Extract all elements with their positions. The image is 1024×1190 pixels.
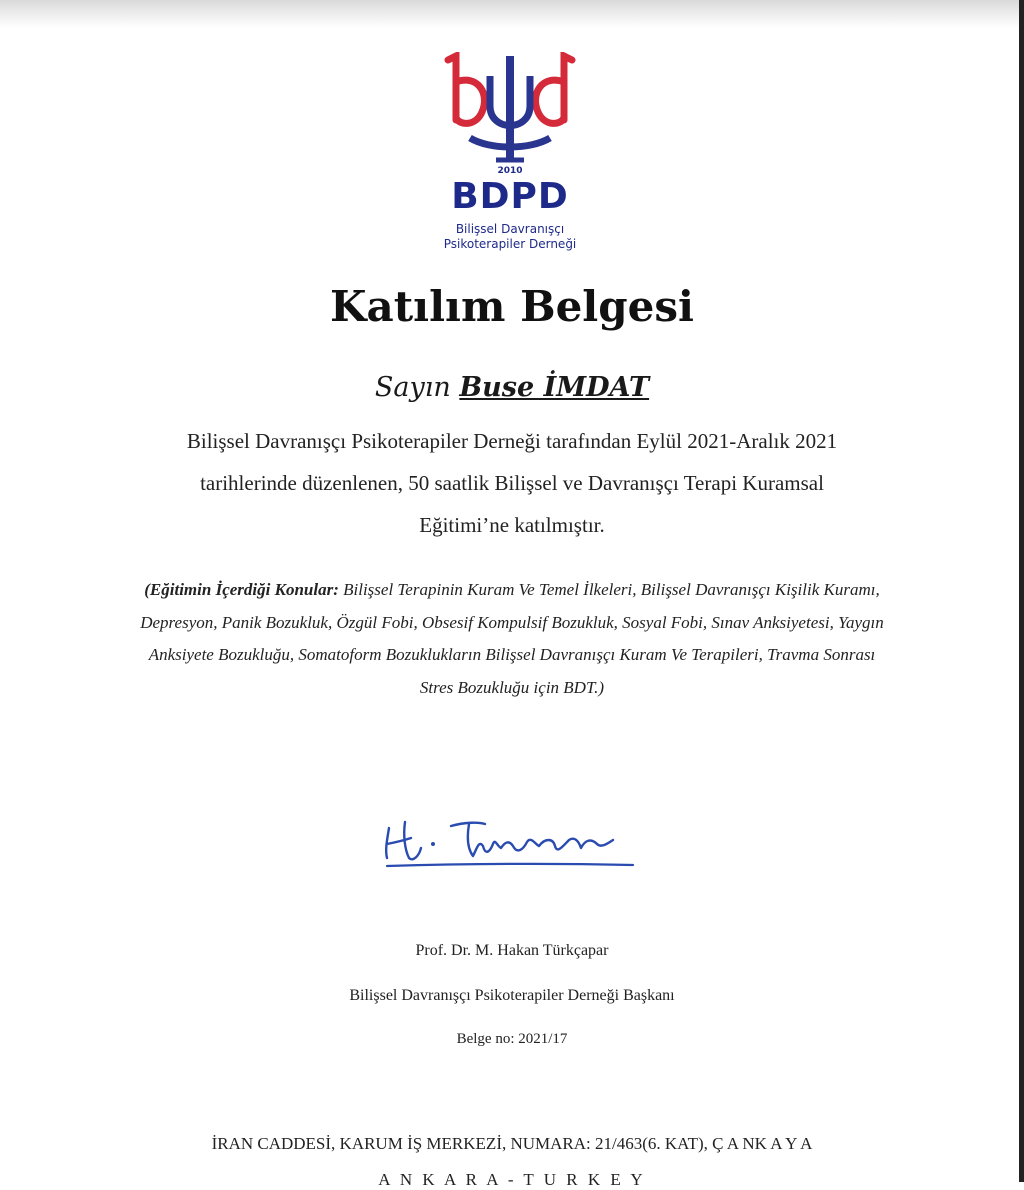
- recipient-name: Buse İMDAT: [459, 372, 650, 403]
- salutation: [0, 372, 1024, 403]
- signatory-title: Bilişsel Davranışçı Psikoterapiler Derneği Başkanı: [349, 987, 675, 1004]
- certificate-body: Bilişsel Davranışçı Psikoterapiler Derneği tarafından Eylül 2021-Aralık 2021 tarihlerinde düzenlenen, 50 saatlik Bilişsel ve Davranışçı Terapi Kuramsal Eğitimi’ne katılmıştır.: [186, 429, 838, 537]
- certificate-title: Katılım Belgesi: [330, 282, 694, 331]
- psi-logo-icon: [430, 52, 590, 172]
- salutation-prefix: Sayın: [374, 372, 451, 403]
- topics-text: Bilişsel Terapinin Kuram Ve Temel İlkeleri, Bilişsel Davranışçı Kişilik Kuramı, Depresyon, Panik Bozukluk, Özgül Fobi, Obsesif Kompulsif Bozukluk, Sosyal Fobi, Sınav Anksiyetesi, Yaygın Anksiyete Bozukluğu, Somatoform Bozuklukların Bilişsel Davranışçı Kuram Ve Terapileri, Travma Sonrası Stres Bozukluğu için BDT.): [140, 580, 884, 697]
- page-top-shadow: [0, 0, 1024, 28]
- document-number: Belge no: 2021/17: [456, 1031, 568, 1047]
- bdpd-logo: [430, 52, 590, 257]
- topics-label: (Eğitimin İçerdiği Konular:: [144, 580, 339, 599]
- logo-subtitle-line2: Psikoterapiler Derneği: [443, 237, 577, 251]
- training-topics: [140, 574, 884, 704]
- logo-subtitle-line1: Bilişsel Davranışçı: [455, 222, 565, 236]
- logo-acronym: BDPD: [451, 176, 569, 217]
- logo-year: 2010: [497, 166, 523, 176]
- address-line1: İRAN CADDESİ, KARUM İŞ MERKEZİ, NUMARA: 21/463(6. KAT), Ç A NK A Y A: [211, 1134, 813, 1153]
- signatory-name: Prof. Dr. M. Hakan Türkçapar: [415, 942, 609, 959]
- handwritten-signature: [375, 800, 640, 875]
- address-line2: A N K A R A - T U R K E Y: [378, 1170, 646, 1189]
